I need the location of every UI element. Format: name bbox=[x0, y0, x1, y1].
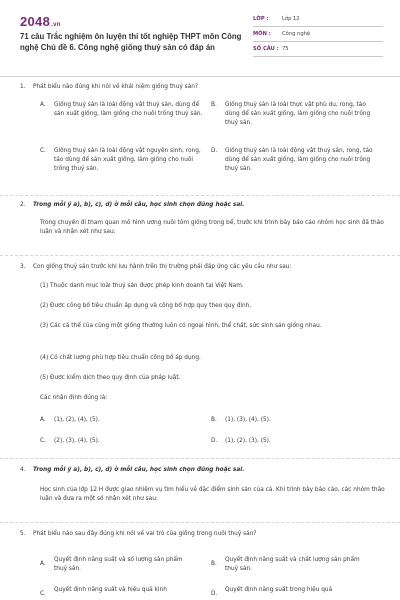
question-number: 5. bbox=[20, 531, 26, 537]
question-text: Trong mỗi ý a), b), c), d) ở mỗi câu, học sinh chọn đúng hoặc sai. bbox=[33, 467, 245, 473]
option-text: Quyết định năng suất trong hiệu quả bbox=[225, 587, 333, 593]
option-text: Giống thuỷ sản là loài động vật thuỷ sản, dùng để sản xuất giống, làm giống cho nuôi trồng thuỷ sản. bbox=[54, 102, 203, 117]
question-prompt: Các nhận định đúng là: bbox=[40, 395, 108, 401]
question-text: Phát biểu nào sau đây đúng khi nói về vai trò của giống trong nuôi thuỷ sản? bbox=[33, 531, 257, 537]
option-label: B. bbox=[211, 417, 217, 423]
requirement-item: (2) Được công bố tiêu chuẩn áp dụng và công bố hợp quy theo quy định. bbox=[40, 303, 252, 309]
meta-row-count bbox=[253, 42, 383, 57]
option-text: (1), (2), (4), (5). bbox=[54, 417, 100, 423]
option-text: (2), (3), (4), (5). bbox=[54, 438, 100, 444]
question-number: 4. bbox=[20, 467, 26, 473]
option-label: A. bbox=[40, 417, 46, 423]
question-text: Phát biểu nào đúng khi nói về khái niệm giống thuỷ sản? bbox=[33, 84, 199, 90]
option-text: (1), (3), (4), (5). bbox=[225, 417, 271, 423]
option-label: D. bbox=[211, 148, 218, 154]
brand-name: 2048 bbox=[20, 14, 51, 29]
option-label: B. bbox=[211, 561, 217, 567]
meta-row-subject bbox=[253, 27, 383, 42]
option-text: Quyết định năng suất và số lượng sản phẩm thuỷ sản. bbox=[54, 557, 183, 572]
option-label: C. bbox=[40, 148, 46, 154]
question-paragraph: Học sinh của lớp 12 H được giao nhiệm vụ tìm hiểu về đặc điểm sinh sản của cá. Khi trình bày báo cáo, các nhóm thảo luận và đưa ra một số nhận xét như sau: bbox=[40, 487, 385, 502]
document-title: 71 câu Trắc nghiệm ôn luyện thi tốt nghiệp THPT môn Công nghệ Chủ đề 6. Công nghệ giống thuỷ sản có đáp án bbox=[20, 32, 242, 52]
question-number: 3. bbox=[20, 264, 26, 270]
requirement-item: (4) Có chất lượng phù hợp tiêu chuẩn công bố áp dụng. bbox=[40, 355, 201, 361]
meta-box bbox=[253, 12, 383, 57]
option-text: Giống thuỷ sản là loài thực vật phù du, rong, tảo dùng để sản xuất giống, làm giống cho nuôi trồng thuỷ sản. bbox=[225, 102, 371, 126]
option-label: D. bbox=[211, 438, 218, 444]
requirement-item: (1) Thuộc danh mục loài thuỷ sản được phép kinh doanh tại Việt Nam. bbox=[40, 283, 244, 289]
meta-label: MÔN : bbox=[253, 31, 271, 37]
meta-value: Công nghệ bbox=[282, 31, 311, 37]
question-separator bbox=[0, 195, 400, 196]
option-text: Quyết định năng suất và chất lượng sản phẩm thuỷ sản. bbox=[225, 557, 360, 572]
option-text: Giống thuỷ sản là loài động vật thuỷ sản, rong, tảo dùng để sản xuất giống, làm giống cho nuôi trồng thuỷ sản. bbox=[225, 148, 373, 172]
meta-row-class bbox=[253, 12, 383, 27]
option-label: C. bbox=[40, 591, 46, 597]
requirement-item: (3) Các cá thể của cùng một giống thường luôn có ngoại hình, thể chất, sức sinh sản giống nhau. bbox=[40, 323, 322, 329]
option-label: A. bbox=[40, 561, 46, 567]
option-text: Giống thuỷ sản là loài động vật nguyên sinh, rong, tảo dùng để sản xuất giống, làm giống cho nuôi trồng thuỷ sản. bbox=[54, 148, 201, 172]
question-number: 1. bbox=[20, 84, 26, 90]
meta-label: LỚP : bbox=[253, 16, 269, 22]
meta-value: Lớp 12 bbox=[282, 16, 300, 22]
option-label: B. bbox=[211, 102, 217, 108]
option-text: (1), (2), (3), (5). bbox=[225, 438, 271, 444]
question-text: Trong mỗi ý a), b), c), d) ở mỗi câu, học sinh chọn đúng hoặc sai. bbox=[33, 202, 245, 208]
meta-label: SỐ CÂU : bbox=[253, 46, 279, 52]
header-divider bbox=[0, 76, 400, 77]
question-separator bbox=[0, 522, 400, 523]
requirement-item: (5) Được kiểm dịch theo quy định của pháp luật. bbox=[40, 375, 181, 381]
option-label: A. bbox=[40, 102, 46, 108]
option-label: C. bbox=[40, 438, 46, 444]
question-text: Con giống thuỷ sản trước khi lưu hành trên thị trường phải đáp ứng các yêu cầu như sau: bbox=[33, 264, 292, 270]
option-label: D. bbox=[211, 591, 218, 597]
brand-logo[interactable] bbox=[20, 14, 61, 29]
question-separator bbox=[0, 255, 400, 256]
meta-value: 75 bbox=[282, 46, 289, 52]
option-text: Quyết định năng suất và hiệu quả kinh bbox=[54, 587, 167, 593]
question-number: 2. bbox=[20, 202, 26, 208]
question-paragraph: Trong chuyến đi tham quan mô hình ương nuôi tôm giống trong bể, trước khi trình bày báo cáo nhóm học sinh đã thảo luận và nhận xét như sau: bbox=[40, 220, 384, 235]
question-separator bbox=[0, 458, 400, 459]
brand-suffix: .vn bbox=[51, 22, 61, 28]
